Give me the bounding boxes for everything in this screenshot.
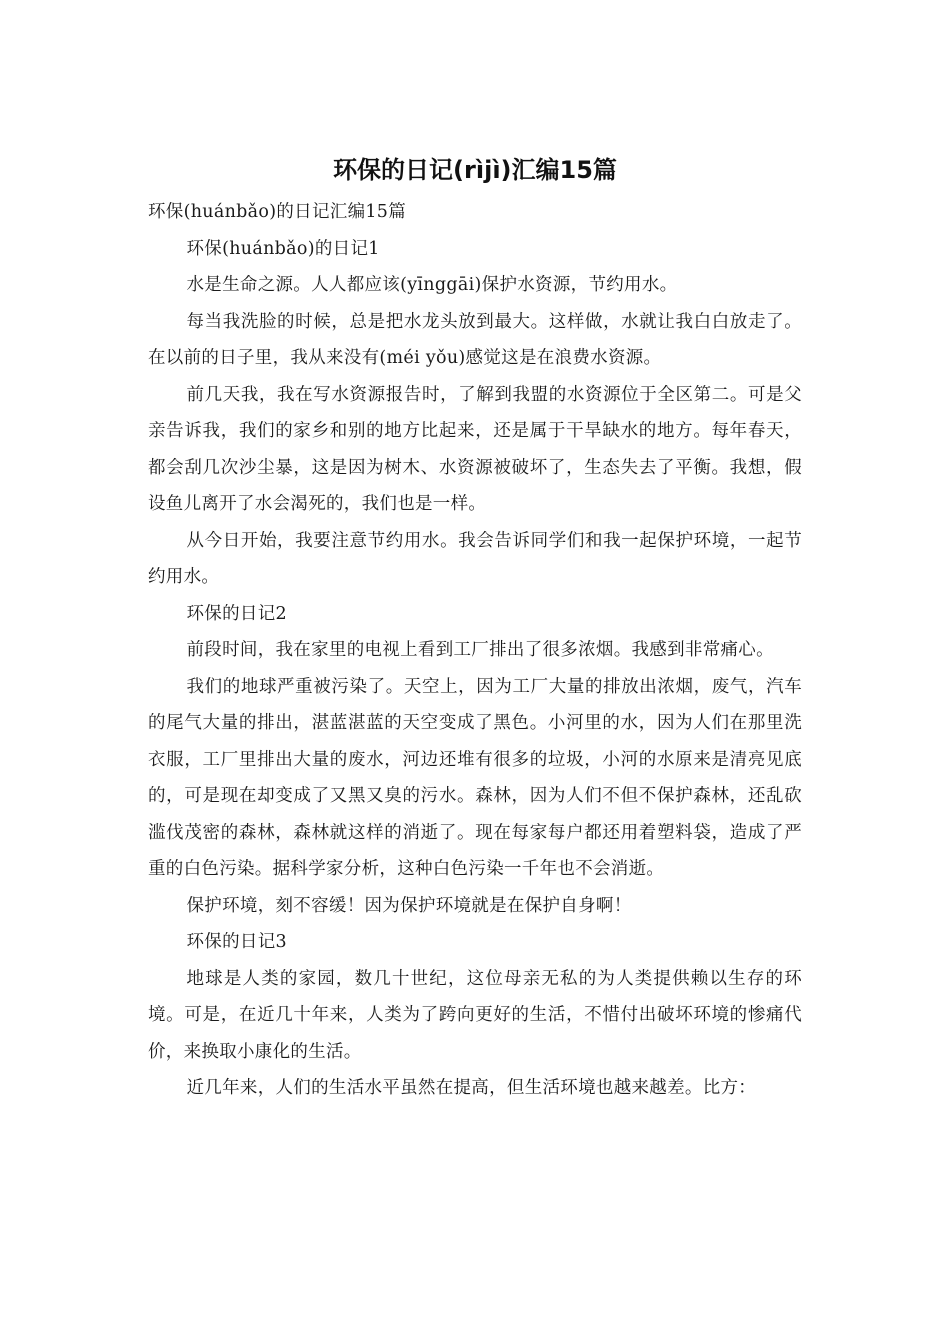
body-paragraph: 水是生命之源。人人都应该(yīnggāi)保护水资源，节约用水。 — [186, 275, 678, 295]
document-body — [148, 194, 802, 1107]
body-paragraph: 前几天我，我在写水资源报告时，了解到我盟的水资源位于全区第二。可是父亲告诉我，我们的家乡和别的地方比起来，还是属于干旱缺水的地方。每年春天，都会刮几次沙尘暴，这是因为树木、水资源被破坏了，生态失去了平衡。我想，假设鱼儿离开了水会渴死的，我们也是一样。 — [148, 384, 802, 514]
body-paragraph: 前段时间，我在家里的电视上看到工厂排出了很多浓烟。我感到非常痛心。 — [186, 640, 774, 660]
section-heading-3: 环保的日记3 — [186, 932, 287, 952]
body-paragraph: 地球是人类的家园，数几十世纪，这位母亲无私的为人类提供赖以生存的环境。可是，在近几十年来，人类为了跨向更好的生活，不惜付出破坏环境的惨痛代价，来换取小康化的生活。 — [148, 968, 802, 1062]
body-paragraph: 我们的地球严重被污染了。天空上，因为工厂大量的排放出浓烟，废气，汽车的尾气大量的排出，湛蓝湛蓝的天空变成了黑色。小河里的水，因为人们在那里洗衣服，工厂里排出大量的废水，河边还堆有很多的垃圾，小河的水原来是清亮见底的，可是现在却变成了又黑又臭的污水。森林，因为人们不但不保护森林，还乱砍滥伐茂密的森林，森林就这样的消逝了。现在每家每户都还用着塑料袋，造成了严重的白色污染。据科学家分析，这种白色污染一千年也不会消逝。 — [148, 676, 802, 879]
section-heading-2: 环保的日记2 — [186, 603, 287, 624]
body-paragraph: 近几年来，人们的生活水平虽然在提高，但生活环境也越来越差。比方： — [186, 1078, 757, 1098]
document-title: 环保的日记(rìjì)汇编15篇 — [333, 156, 617, 184]
body-paragraph: 每当我洗脸的时候，总是把水龙头放到最大。这样做，水就让我白白放走了。在以前的日子里，我从来没有(méi yǒu)感觉这是在浪费水资源。 — [148, 311, 802, 368]
section-heading-1: 环保(huánbǎo)的日记1 — [186, 238, 380, 259]
subtitle-paragraph: 环保(huánbǎo)的日记汇编15篇 — [148, 202, 407, 222]
body-paragraph: 从今日开始，我要注意节约用水。我会告诉同学们和我一起保护环境，一起节约用水。 — [148, 530, 802, 587]
body-paragraph: 保护环境，刻不容缓！因为保护环境就是在保护自身啊！ — [186, 895, 632, 916]
